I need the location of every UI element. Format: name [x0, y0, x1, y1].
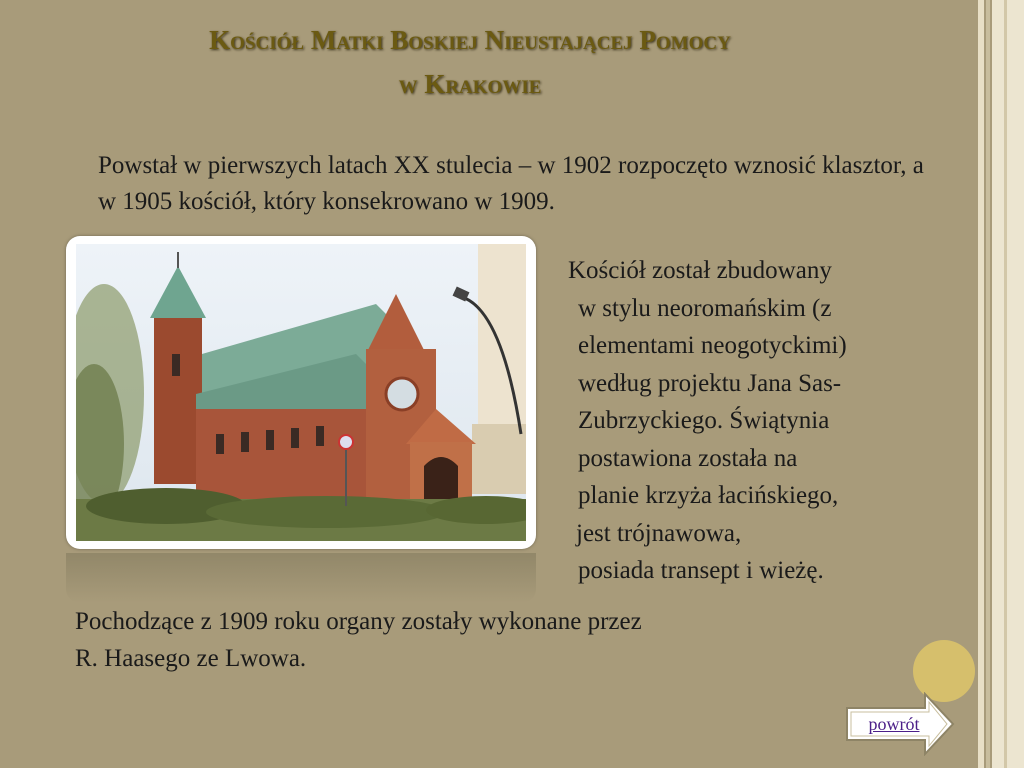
- slide-title: [0, 18, 940, 106]
- title-line-2: w Krakowie: [398, 69, 542, 99]
- church-photo: [66, 236, 536, 549]
- description-line: Zubrzyckiego. Świątynia: [578, 407, 830, 434]
- back-link[interactable]: powrót: [868, 714, 920, 734]
- organ-line-1: Pochodzące z 1909 roku organy zostały wykonane przez: [75, 608, 642, 635]
- title-line-1: Kościół Matki Boskiej Nieustającej Pomocy: [209, 25, 731, 55]
- description-line: planie krzyża łacińskiego,: [578, 482, 839, 509]
- organ-paragraph: [75, 603, 835, 677]
- description-line: Kościół został zbudowany: [568, 257, 832, 284]
- organ-line-2: R. Haasego ze Lwowa.: [75, 645, 307, 672]
- right-border-stripe: [986, 0, 990, 768]
- description-line: elementami neogotyckimi): [578, 332, 847, 359]
- church-image: [76, 244, 526, 541]
- right-border-stripe: [1004, 0, 1007, 768]
- right-border-stripe: [978, 0, 984, 768]
- right-border-stripe: [992, 0, 1024, 768]
- description-line: posiada transept i wieżę.: [578, 557, 824, 584]
- photo-reflection: [66, 553, 536, 603]
- description-paragraph: [568, 252, 928, 590]
- description-line: w stylu neoromańskim (z: [578, 294, 832, 322]
- back-button[interactable]: [845, 692, 955, 756]
- description-line: postawiona została na: [578, 444, 798, 472]
- description-line: jest trójnawowa,: [576, 519, 742, 547]
- description-line: według projektu Jana Sas-: [578, 369, 842, 397]
- intro-paragraph: Powstał w pierwszych latach XX stulecia – w 1902 rozpoczęto wznosić klasztor, a w 1905 kościół, który konsekrowano w 1909.: [98, 152, 924, 215]
